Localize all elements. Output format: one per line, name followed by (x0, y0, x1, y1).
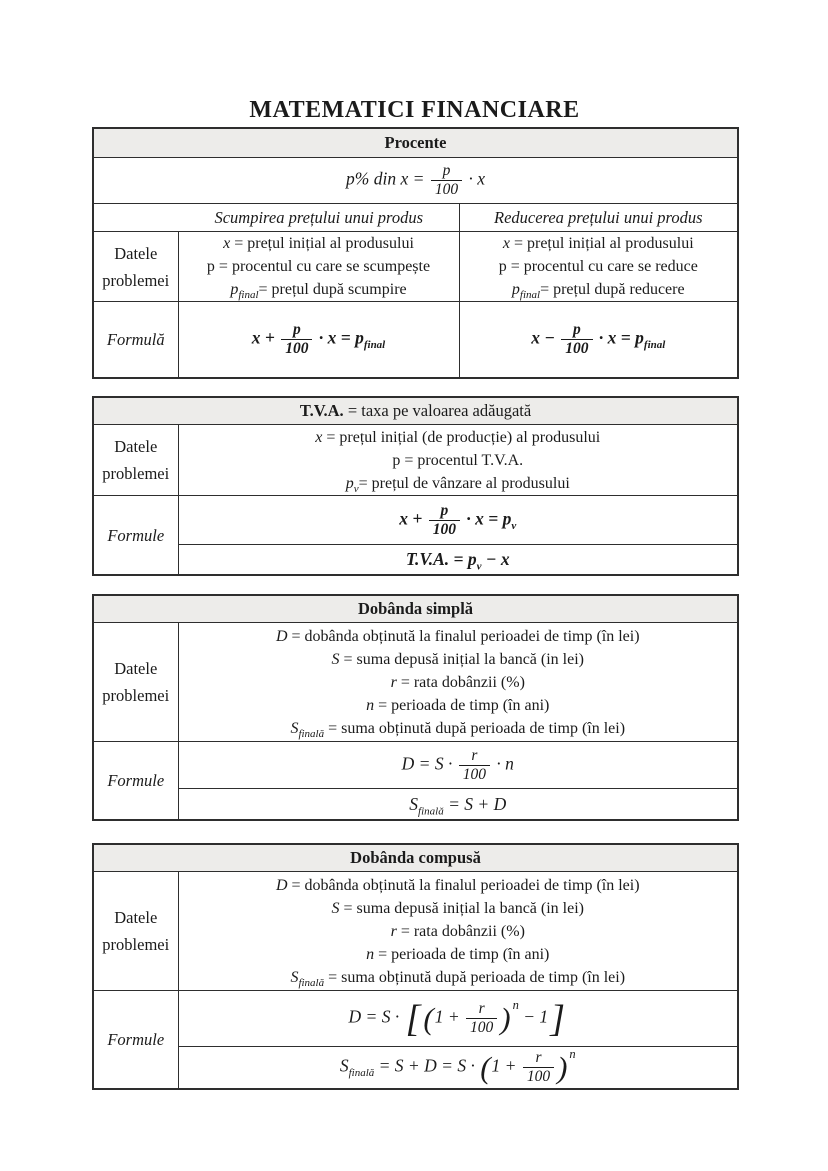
line-text: = prețul după scumpire (258, 281, 407, 298)
label-line: problemei (102, 270, 170, 290)
page-title: MATEMATICI FINANCIARE (249, 97, 580, 123)
procente-header: Procente (93, 128, 738, 158)
line-text: = prețul de vânzare al produsului (358, 474, 570, 492)
procente-intro-formula-cell (93, 158, 738, 204)
fraction-denominator: 100 (526, 1068, 551, 1085)
formula-body: 1 + (434, 1006, 465, 1027)
data-line (179, 472, 738, 495)
fraction-denominator: 100 (434, 181, 459, 198)
label-line: problemei (102, 935, 170, 954)
compound-interest-formula-2-cell (178, 1047, 738, 1090)
line-text: = perioada de timp (în ani) (378, 945, 550, 963)
tva-formula-row-1 (93, 496, 738, 545)
formula-lead: x − (531, 327, 560, 348)
line-text: = suma depusă inițial la bancă (in lei) (343, 650, 584, 668)
compound-interest-data-cell (178, 872, 738, 991)
data-line (179, 449, 738, 472)
fraction-numerator: p (281, 321, 312, 340)
math-var: S (290, 719, 299, 737)
line-text: = dobânda obținută la finalul perioadei de timp (în lei) (291, 627, 640, 645)
tva-difference-formula (179, 549, 738, 573)
row-label-datele-problemei (93, 232, 178, 302)
formula-lead: x + (399, 508, 427, 529)
formula-lead: p% din x = (346, 168, 429, 189)
math-var: p (206, 258, 219, 275)
compound-interest-header-row (93, 844, 738, 872)
fraction-denominator: 100 (432, 520, 456, 538)
data-line (179, 920, 738, 943)
math-var: x (315, 428, 327, 446)
procente-intro-formula-row (93, 158, 738, 204)
fraction (281, 321, 312, 358)
math-subscript: final (643, 339, 666, 352)
math-var: x (502, 235, 514, 252)
line-text: = perioada de timp (în ani) (378, 696, 550, 714)
formula-mid: · x = p (461, 508, 512, 529)
row-label-datele-problemei (93, 872, 178, 991)
math-subscript: final (238, 289, 259, 302)
line-text: = prețul inițial (de producție) al produsului (326, 428, 601, 446)
data-line (179, 717, 738, 740)
line-text: = procentul cu care se reduce (510, 258, 698, 275)
column-header-scumpire: Scumpirea prețului unui produs (93, 204, 459, 232)
data-line (179, 874, 738, 897)
math-var: x (223, 235, 235, 252)
compound-final-sum-formula: $S_{finală} = S + D = S \cdot (1$ + $\frac{r}{100}$ ) n (339, 1046, 576, 1085)
fraction-numerator: p (429, 502, 460, 521)
reducere-formula-cell (459, 302, 738, 379)
tva-data-cell (178, 425, 738, 496)
data-line (179, 897, 738, 920)
row-label-formula: Formulă (93, 302, 178, 379)
simple-interest-formula (179, 747, 738, 784)
line-text: = suma depusă inițial la bancă (in lei) (343, 899, 584, 917)
math-var: S (290, 968, 299, 986)
data-line (179, 671, 738, 694)
compound-interest-formula: D = S · [(1 + $\frac{r}{100}$ ) n − 1] (348, 997, 565, 1040)
line-text: = procentul cu care se scumpește (218, 258, 431, 275)
math-subscript: final (363, 339, 386, 352)
line-text: = procentul T.V.A. (404, 451, 524, 469)
procente-data-row (93, 232, 738, 302)
math-var: n (366, 945, 379, 963)
formula-tail: · x (464, 168, 485, 189)
fraction (561, 321, 592, 358)
data-line (179, 648, 738, 671)
scumpire-data-cell (178, 232, 459, 302)
math-var: D (275, 876, 292, 894)
fraction (459, 747, 490, 784)
procente-formula-row (93, 302, 738, 379)
line-text: = prețul inițial al produsului (234, 235, 414, 252)
data-line (179, 966, 738, 989)
formula-lead: T.V.A. = p (405, 549, 477, 569)
fraction-numerator: r (459, 747, 490, 766)
math-var: p (230, 281, 239, 298)
tva-formula-row-2 (93, 545, 738, 576)
tva-header (93, 397, 738, 425)
simple-interest-formula-2-cell (178, 789, 738, 821)
math-var: S (409, 793, 419, 814)
math-var: S (339, 1055, 349, 1076)
data-line (460, 255, 738, 278)
fraction (429, 502, 460, 539)
fraction-numerator: r (466, 1000, 497, 1019)
simple-interest-header: Dobânda simplă (93, 595, 738, 623)
formula-lead: D = S · (401, 753, 457, 774)
formula-mid: = S + D = S · (374, 1055, 480, 1076)
data-line (460, 278, 738, 301)
label-line: Datele (114, 437, 158, 456)
line-text: = rata dobânzii (%) (400, 673, 525, 691)
formula-lead: x + (251, 327, 280, 348)
fraction (466, 1000, 497, 1037)
fraction-denominator: 100 (462, 765, 486, 783)
procente-column-header-row (93, 204, 738, 232)
column-header-reducere: Reducerea prețului unui produs (459, 204, 738, 232)
tva-formula-1-cell (178, 496, 738, 545)
row-label-datele-problemei (93, 623, 178, 742)
compound-interest-header: Dobânda compusă (93, 844, 738, 872)
math-subscript: finală (298, 976, 325, 989)
simple-interest-formula-1-cell (178, 742, 738, 789)
tva-table (92, 396, 739, 576)
simple-interest-table (92, 594, 739, 821)
final-sum-formula (179, 794, 738, 815)
math-subscript: finală (418, 805, 444, 817)
procente-table (92, 127, 739, 379)
formula-body: 1 + (491, 1055, 521, 1076)
label-line: problemei (102, 686, 170, 705)
data-line (179, 278, 459, 301)
formula-mid: · x = p (314, 327, 364, 348)
label-line: Datele (114, 659, 158, 678)
math-var: p (498, 258, 511, 275)
fraction-numerator: r (523, 1049, 554, 1068)
simple-interest-data-row (93, 623, 738, 742)
math-var: p (345, 474, 354, 492)
row-label-formule: Formule (93, 496, 178, 576)
reducere-data-cell (459, 232, 738, 302)
fraction (431, 162, 462, 199)
math-var: r (390, 922, 401, 940)
compound-interest-table (92, 843, 739, 1090)
price-increase-formula (179, 321, 459, 358)
data-line (179, 943, 738, 966)
math-var: r (390, 673, 401, 691)
tva-data-row (93, 425, 738, 496)
label-line: Datele (114, 243, 158, 263)
data-line (179, 625, 738, 648)
data-line (179, 694, 738, 717)
line-text: = dobânda obținută la finalul perioadei de timp (în lei) (291, 876, 640, 894)
tva-header-rest: = taxa pe valoarea adăugată (347, 401, 532, 420)
procente-header-row (93, 128, 738, 158)
line-text: = suma obținută după perioada de timp (în lei) (324, 968, 626, 986)
formula-tail: − x (481, 549, 510, 569)
math-subscript: finală (348, 1067, 375, 1080)
tva-header-bold: T.V.A. (299, 401, 348, 420)
formula-mid: · x = p (594, 327, 644, 348)
label-line: problemei (102, 464, 170, 483)
compound-interest-formula-row-2 (93, 1047, 738, 1090)
math-subscript: v (353, 482, 359, 495)
line-text: = prețul inițial al produsului (513, 235, 694, 252)
data-line (179, 255, 459, 278)
fraction-denominator: 100 (285, 340, 309, 357)
data-line (179, 426, 738, 449)
tva-header-row (93, 397, 738, 425)
tva-formula-2-cell (178, 545, 738, 576)
scumpire-formula-cell (178, 302, 459, 379)
math-var: p (392, 451, 405, 469)
fraction-denominator: 100 (470, 1019, 494, 1036)
formula-tail: · n (491, 753, 514, 774)
compound-interest-data-row (93, 872, 738, 991)
fraction (523, 1049, 554, 1086)
math-var: D (275, 627, 292, 645)
math-subscript: finală (298, 727, 325, 740)
row-label-formule: Formule (93, 742, 178, 821)
math-var: n (366, 696, 379, 714)
compound-interest-formula-row-1 (93, 991, 738, 1047)
math-subscript: v (511, 519, 517, 532)
math-var: S (331, 899, 344, 917)
compound-interest-formula-1-cell (178, 991, 738, 1047)
fraction-numerator: p (431, 162, 462, 181)
fraction-denominator: 100 (565, 340, 589, 357)
math-var: S (331, 650, 344, 668)
label-line: Datele (114, 908, 158, 927)
line-text: = prețul după reducere (540, 281, 685, 298)
math-var: p (511, 281, 520, 298)
line-text: = rata dobânzii (%) (400, 922, 525, 940)
data-line (460, 232, 738, 255)
row-label-formule: Formule (93, 991, 178, 1090)
formula-tail: − 1 (518, 1006, 549, 1027)
selling-price-formula (179, 502, 738, 539)
math-subscript: final (519, 289, 541, 302)
price-decrease-formula (460, 321, 738, 358)
simple-interest-formula-row-2 (93, 789, 738, 821)
simple-interest-header-row (93, 595, 738, 623)
math-subscript: v (476, 560, 482, 573)
fraction-numerator: p (561, 321, 592, 340)
line-text: = suma obținută după perioada de timp (în lei) (324, 719, 626, 737)
data-line (179, 232, 459, 255)
simple-interest-data-cell (178, 623, 738, 742)
row-label-datele-problemei (93, 425, 178, 496)
formula-lead: D = S · (348, 1006, 404, 1027)
percent-definition-formula (94, 162, 737, 199)
formula-tail: = S + D (443, 793, 507, 814)
simple-interest-formula-row-1 (93, 742, 738, 789)
